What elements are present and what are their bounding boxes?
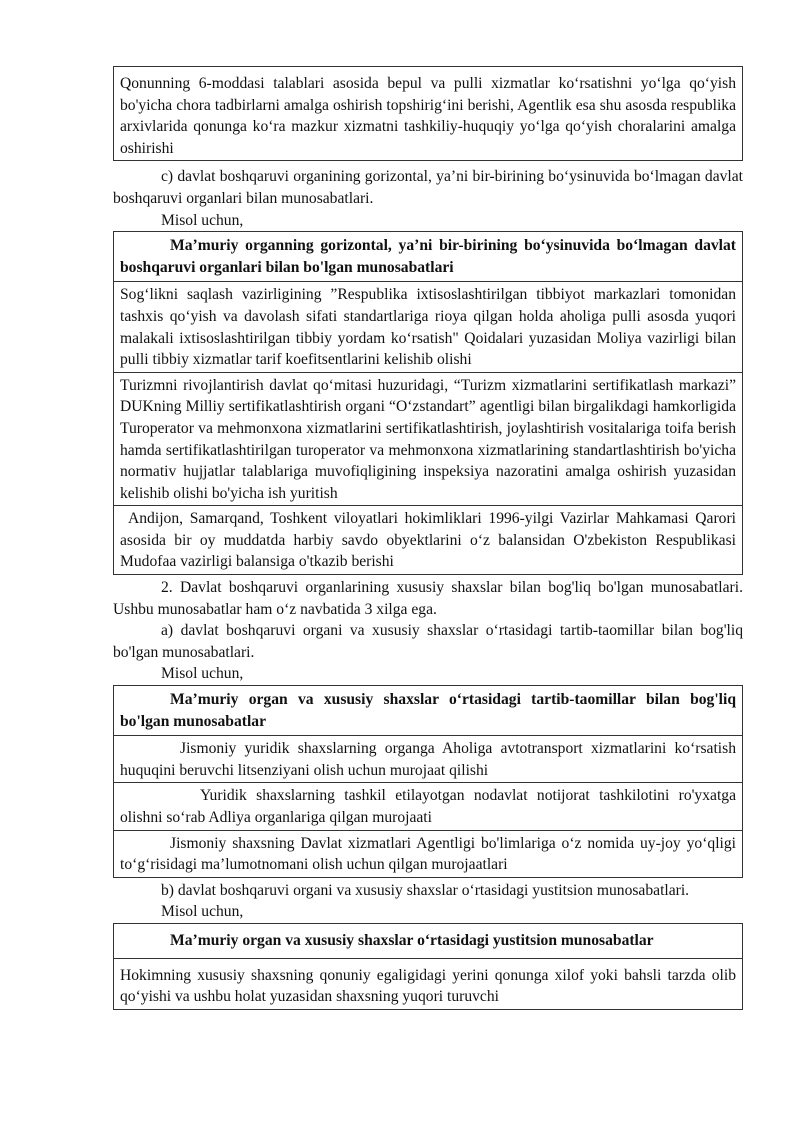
table-cell: Sog‘likni saqlash vazirligining ”Respublika ixtisoslashtirilgan tibbiyot markazlari tomonidan tashxis qo‘yish va davolash sifati standartlariga rioya qilgan holda aholiga pulli asosda yuqori malakali ixtisoslashtirilgan tibbiy yordam ko‘rsatish" Qoidalari yuzasidan Moliya vazirligi bilan pulli tibbiy xizmatlar tarif koefitsentlarini kelishib olishi	[114, 282, 742, 372]
paragraph-b: b) davlat boshqaruvi organi va xususiy shaxslar o‘rtasidagi yustitsion munosabatlari.	[161, 881, 690, 899]
table-header: Ma’muriy organ va xususiy shaxslar o‘rtasidagi yustitsion munosabatlar	[114, 924, 742, 959]
example-intro: Misol uchun,	[161, 211, 244, 229]
table-cell: Qonunning 6-moddasi talablari asosida bepul va pulli xizmatlar ko‘rsatishni yo‘lga qo‘yish bo'yicha chora tadbirlarni amalga oshirish topshirig‘ini berishi, Agentlik esa shu asosda respublika arxivlarida qonunga ko‘ra mazkur xizmatni tashkiliy-huquqiy yo‘lga qo‘yish choralarini amalga oshirishi	[120, 75, 736, 157]
table-cell: Hokimning xususiy shaxsning qonuniy egaligidagi yerini qonunga xilof yoki bahsli tarzda olib qo‘yishi va ushbu holat yuzasidan shaxsning yuqori turuvchi	[120, 966, 736, 1006]
table-header: Ma’muriy organ va xususiy shaxslar o‘rtasidagi tartib-taomillar bilan bog'liq bo'lgan munosabatlar	[114, 686, 742, 736]
table-cell: Andijon, Samarqand, Toshkent viloyatlari hokimliklari 1996-yilgi Vazirlar Mahkamasi Qarori asosida bir oy muddatda harbiy savdo obyektlarini o‘z balansidan O'zbekiston Respublikasi Mudofaa vazirligi balansiga o'tkazib berishi	[120, 510, 736, 571]
example-table-1	[113, 66, 743, 161]
example-table-3	[113, 685, 743, 878]
example-intro: Misol uchun,	[161, 903, 244, 921]
example-table-2	[113, 231, 743, 575]
table-cell: Yuridik shaxslarning tashkil etilayotgan nodavlat notijorat tashkilotini ro'yxatga olishni so‘rab Adliya organlariga qilgan murojaati	[114, 783, 742, 830]
paragraph-c: c) davlat boshqaruvi organining gorizontal, ya’ni bir-birining bo‘ysinuvida bo‘lmagan davlat boshqaruvi organlari bilan munosabatlari.	[113, 168, 743, 207]
paragraph-2: 2. Davlat boshqaruvi organlarining xususiy shaxslar bilan bog'liq bo'lgan munosabatlari. Ushbu munosabatlar ham o‘z navbatida 3 xilga ega.	[113, 579, 743, 618]
table-cell: Jismoniy shaxsning Davlat xizmatlari Agentligi bo'limlariga o‘z nomida uy-joy yo‘qligi to‘g‘risidagi ma’lumotnomani olish uchun qilgan murojaatlari	[120, 834, 736, 874]
table-cell: Turizmni rivojlantirish davlat qo‘mitasi huzuridagi, “Turizm xizmatlarini sertifikatlash markazi” DUKning Milliy sertifikatlashtirish organi “O‘zstandart” agentligi bilan birgalikdagi hamkorligida Turoperator va mehmonxona xizmatlarini sertifikatlashtirish, joylashtirish vositalariga toifa berish hamda sertifikatlashtirilgan turoperator va mehmonxona xizmatlarining standartlashtirish bo'yicha normativ hujjatlar talablariga muvofiqligining inspeksiya nazoratini amalga oshirish yuzasidan kelishib olishi bo'yicha ish yuritish	[114, 373, 742, 507]
table-header: Ma’muriy organning gorizontal, ya’ni bir-birining bo‘ysinuvida bo‘lmagan davlat boshqaruvi organlari bilan bo'lgan munosabatlari	[114, 232, 742, 282]
example-intro: Misol uchun,	[161, 665, 244, 683]
table-cell: Jismoniy yuridik shaxslarning organga Aholiga avtotransport xizmatlarini ko‘rsatish huquqini beruvchi litsenziyani olish uchun murojaat qilishi	[114, 736, 742, 783]
paragraph-a: a) davlat boshqaruvi organi va xususiy shaxslar o‘rtasidagi tartib-taomillar bilan bog'liq bo'lgan munosabatlari.	[113, 622, 743, 661]
example-table-4	[113, 923, 743, 1010]
document-page	[113, 66, 743, 1010]
